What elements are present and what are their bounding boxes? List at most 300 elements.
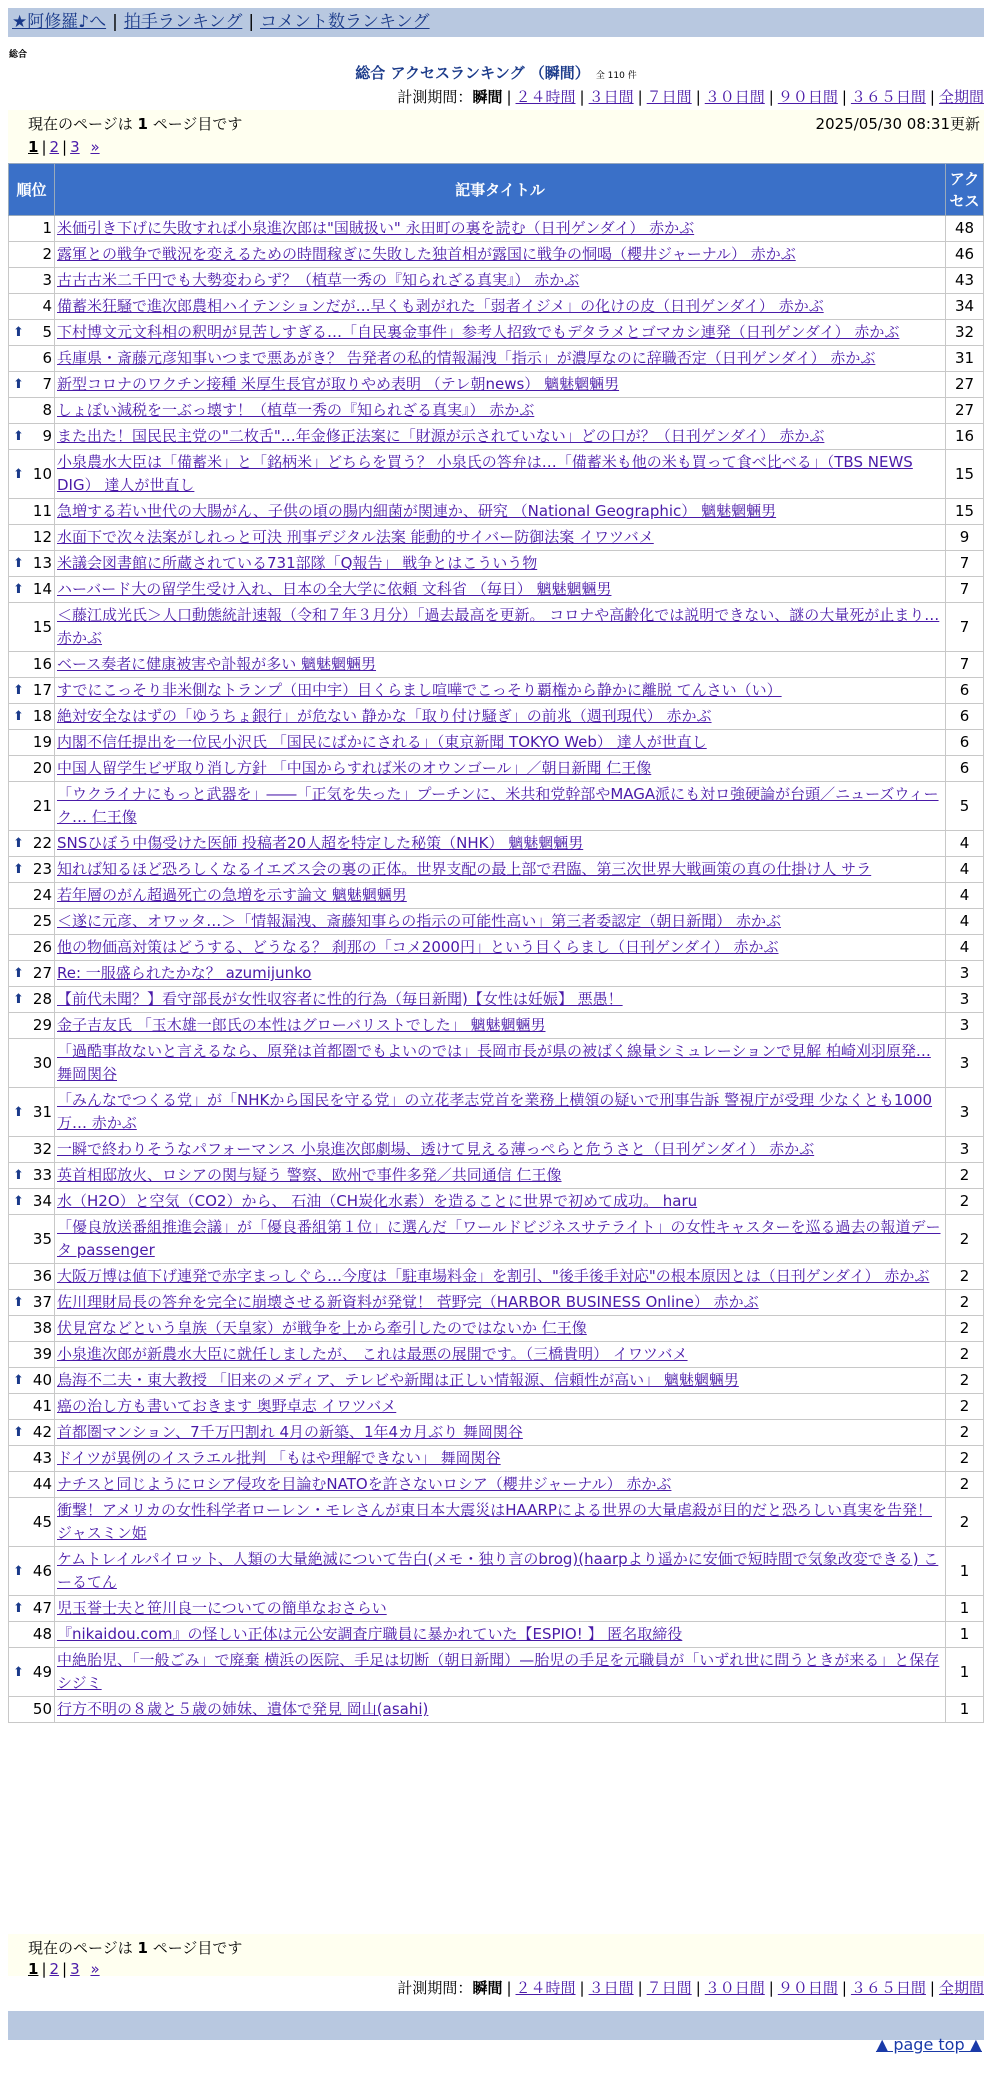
rank-number: 35 [32,1229,52,1248]
period-365d-link-bottom[interactable]: ３６５日間 [850,1979,926,1997]
title-cell [55,1342,946,1368]
table-row [9,909,984,935]
rank-number: 40 [32,1371,52,1389]
access-count: 4 [946,883,984,909]
rank-cell [9,1547,55,1596]
access-count: 3 [946,987,984,1013]
access-count: 7 [946,551,984,577]
rank-cell [9,704,55,730]
access-count: 2 [946,1290,984,1316]
rank-cell [9,294,55,320]
article-link[interactable]: 「みんなでつくる党」が「NHKから国民を守る党」の立花孝志党首を業務上横領の疑いで刑事告訴 警視庁が受理 少なくとも1000万… 赤かぶ [57,1091,933,1132]
page-links-bottom: 1 | 2 | 3 » [28,1960,100,1978]
table-row [9,346,984,372]
table-row [9,1472,984,1498]
rank-number: 47 [32,1599,52,1617]
article-link[interactable]: 備蓄米狂騒で進次郎農相ハイテンションだが…早くも剥がれた「弱者イジメ」の化けの皮（日刊ゲンダイ） 赤かぶ [57,297,824,315]
period-all-link-bottom[interactable]: 全期間 [938,1979,984,1997]
access-column-header: アクセス [946,164,984,216]
period-90d-link[interactable]: ９０日間 [777,88,838,106]
table-row [9,1420,984,1446]
article-link[interactable]: 米議会図書館に所蔵されている731部隊「Q報告」 戦争とはこういう物 [57,554,538,572]
article-link[interactable]: 癌の治し方も書いておきます 奥野卓志 イワツバメ [57,1397,397,1415]
article-link[interactable]: 【前代未聞？】看守部長が女性収容者に性的行為（毎日新聞)【女性は妊娠】 悪愚！ [57,990,623,1008]
rank-cell [9,1394,55,1420]
rank-number: 22 [32,834,52,852]
title-cell [55,987,946,1013]
table-row [9,1290,984,1316]
rank-cell [9,1013,55,1039]
access-count: 9 [946,525,984,551]
title-cell [55,883,946,909]
article-link[interactable]: 露軍との戦争で戦況を変えるための時間稼ぎに失敗した独首相が露国に戦争の恫喝（櫻井ジャーナル） 赤かぶ [57,245,796,263]
page-3-link-bottom[interactable]: 3 [70,1960,80,1978]
rank-number: 32 [32,1140,52,1158]
title-cell [55,1039,946,1088]
rank-up-arrow-icon: ⬆ [13,1664,24,1680]
pager-bottom [8,1934,984,1976]
title-cell [55,577,946,603]
title-cell [55,704,946,730]
period-30d-link-bottom[interactable]: ３０日間 [704,1979,765,1997]
rank-cell [9,1290,55,1316]
article-link[interactable]: 児玉誉士夫と笹川良一についての簡単なおさらい [57,1599,387,1617]
article-link[interactable]: 「優良放送番組推進会議」が「優良番組第１位」に選んだ「ワールドビジネスサテライト」の女性キャスターを巡る過去の報道データ passenger [57,1218,941,1259]
title-cell [55,424,946,450]
access-count: 3 [946,1137,984,1163]
applause-ranking-link[interactable]: 拍手ランキング [123,12,243,32]
table-row [9,883,984,909]
rank-number: 3 [42,271,52,289]
article-link[interactable]: 伏見宮などという皇族（天皇家）が戦争を上から牽引したのではないか 仁王像 [57,1319,587,1337]
rank-up-arrow-icon: ⬆ [13,1425,24,1440]
rank-number: 14 [32,580,52,598]
article-link[interactable]: 英首相邸放火、ロシアの関与疑う 警察、欧州で事件多発／共同通信 仁王像 [57,1166,562,1184]
page-links: 1 | 2 | 3 » [28,138,100,156]
rank-up-arrow-icon: ⬆ [13,683,24,698]
rank-cell [9,499,55,525]
next-page-link[interactable]: » [90,138,100,156]
rank-number: 48 [32,1625,52,1643]
access-count: 7 [946,652,984,678]
title-cell [55,961,946,987]
title-cell [55,1420,946,1446]
period-30d-link[interactable]: ３０日間 [704,88,765,106]
period-24h-link[interactable]: ２４時間 [515,88,576,106]
rank-number: 18 [32,707,52,725]
article-link[interactable]: 新型コロナのワクチン接種 米厚生長官が取りやめ表明 （テレ朝news） 魑魅魍魎男 [57,375,620,393]
table-row [9,1163,984,1189]
pager-top [8,110,984,162]
article-link[interactable]: 一瞬で終わりそうなパフォーマンス 小泉進次郎劇場、透けて見える薄っぺらと危うさと（日刊ゲンダイ） 赤かぶ [57,1140,815,1158]
period-3d-link[interactable]: ３日間 [588,88,634,106]
rank-up-arrow-icon: ⬆ [13,1194,24,1209]
rank-number: 10 [32,464,52,483]
comment-ranking-link[interactable]: コメント数ランキング [260,12,430,32]
access-count: 2 [946,1189,984,1215]
rank-number: 50 [32,1700,52,1718]
rank-cell [9,268,55,294]
period-all-link[interactable]: 全期間 [938,88,984,106]
rank-cell [9,1342,55,1368]
ranking-table [8,163,984,1723]
table-row [9,1013,984,1039]
access-count: 2 [946,1446,984,1472]
access-count: 5 [946,782,984,831]
table-row [9,1394,984,1420]
article-link[interactable]: 佐川理財局長の答弁を完全に崩壊させる新資料が発覚！ 菅野完（HARBOR BUSINESS Online） 赤かぶ [57,1293,759,1311]
table-row [9,1189,984,1215]
access-count: 2 [946,1215,984,1264]
table-header-row [9,164,984,216]
access-count: 31 [946,346,984,372]
article-link[interactable]: 「過酷事故ないと言えるなら、原発は首都圏でもよいのでは」長岡市長が県の被ばく線量シミュレーションで見解 柏崎刈羽原発… 舞岡関谷 [57,1042,931,1083]
title-cell [55,1215,946,1264]
next-page-link-bottom[interactable]: » [90,1960,100,1978]
table-row [9,1547,984,1596]
article-link[interactable]: ＜遂に元彦、オワッタ…＞「情報漏洩、斎藤知事らの指示の可能性高い」第三者委認定（朝日新聞） 赤かぶ [57,912,782,930]
rank-number: 29 [32,1016,52,1034]
rank-number: 8 [42,401,52,419]
table-row [9,603,984,652]
title-cell [55,782,946,831]
title-cell [55,678,946,704]
article-link[interactable]: 中絶胎児、「一般ごみ」で廃棄 横浜の医院、手足は切断（朝日新聞）—胎児の手足を元職員が「いずれ世に問うときが来る」と保存 シジミ [57,1651,940,1692]
rank-cell [9,1498,55,1547]
rank-up-arrow-icon: ⬆ [13,429,24,444]
article-link[interactable]: 知れば知るほど恐ろしくなるイエズス会の裏の正体。世界支配の最上部で君臨、第三次世界大戦画策の真の仕掛け人 サラ [57,860,872,878]
title-cell [55,1697,946,1723]
rank-cell [9,346,55,372]
article-link[interactable]: 下村博文元文科相の釈明が見苦しすぎる…「自民裏金事件」参考人招致でもデタラメとゴマカシ連発（日刊ゲンダイ） 赤かぶ [57,323,900,341]
table-row [9,1648,984,1697]
access-count: 3 [946,1039,984,1088]
table-row [9,216,984,242]
article-link[interactable]: ベース奏者に健康被害や訃報が多い 魑魅魍魎男 [57,655,377,673]
rank-cell [9,1039,55,1088]
article-link[interactable]: また出た！国民民主党の"二枚舌"…年金修正法案に「財源が示されていない」どの口が？（日刊ゲンダイ） 赤かぶ [57,427,825,445]
period-current: 瞬間 [472,88,503,106]
home-link[interactable]: ★阿修羅♪へ [12,12,107,32]
rank-number: 36 [32,1267,52,1285]
access-count: 3 [946,1088,984,1137]
access-count: 4 [946,857,984,883]
title-cell [55,1088,946,1137]
title-cell [55,1137,946,1163]
page-1-current: 1 [28,138,39,156]
article-link[interactable]: 行方不明の８歳と５歳の姉妹、遺体で発見 岡山(asahi) [57,1700,429,1718]
article-link[interactable]: Re: 一服盛られたかな？ azumijunko [57,964,312,982]
rank-number: 16 [32,655,52,673]
article-link[interactable]: 水面下で次々法案がしれっと可決 刑事デジタル法案 能動的サイバー防御法案 イワツバメ [57,528,654,546]
access-count: 2 [946,1342,984,1368]
access-count: 2 [946,1163,984,1189]
rank-cell [9,782,55,831]
rank-number: 1 [42,219,52,237]
table-row [9,1622,984,1648]
article-link[interactable]: 水（H2O）と空気（CO2）から、 石油（CH炭化水素）を造ることに世界で初めて成功。 haru [57,1192,698,1210]
rank-cell [9,1163,55,1189]
title-cell [55,1446,946,1472]
rank-cell [9,1420,55,1446]
table-row [9,1697,984,1723]
title-cell [55,1622,946,1648]
rank-cell [9,1316,55,1342]
title-cell [55,1547,946,1596]
rank-number: 43 [32,1449,52,1467]
rank-cell [9,1215,55,1264]
rank-number: 33 [32,1166,52,1184]
rank-up-arrow-icon: ⬆ [13,556,24,571]
table-row [9,730,984,756]
table-row [9,935,984,961]
article-link[interactable]: 小泉進次郎が新農水大臣に就任しましたが、 これは最悪の展開です。（三橋貴明） イワツバメ [57,1345,688,1363]
period-3d-link-bottom[interactable]: ３日間 [588,1979,634,1997]
title-cell [55,756,946,782]
article-link[interactable]: SNSひぼう中傷受けた医師 投稿者20人超を特定した秘策（NHK） 魑魅魍魎男 [57,834,584,852]
access-count: 27 [946,372,984,398]
rank-number: 42 [32,1423,52,1441]
rank-number: 5 [42,323,52,341]
rank-number: 34 [32,1192,52,1210]
title-column-header: 記事タイトル [55,164,946,216]
period-90d-link-bottom[interactable]: ９０日間 [777,1979,838,1997]
rank-number: 2 [42,245,52,263]
access-count: 2 [946,1368,984,1394]
title-cell [55,1394,946,1420]
rank-number: 11 [32,502,52,520]
access-count: 4 [946,831,984,857]
title-cell [55,372,946,398]
title-cell [55,1472,946,1498]
page-top-link[interactable]: ▲ page top ▲ [875,2035,982,2054]
page-2-link-bottom[interactable]: 2 [49,1960,60,1978]
article-link[interactable]: 大阪万博は値下げ連発で赤字まっしぐら…今度は「駐車場料金」を割引、"後手後手対応"の根本原因とは（日刊ゲンダイ） 赤かぶ [57,1267,930,1285]
period-7d-link[interactable]: ７日間 [646,88,692,106]
access-count: 7 [946,603,984,652]
access-count: 3 [946,961,984,987]
pager-status-bottom: 現在のページは 1 ページ目です [28,1939,243,1957]
title-cell [55,551,946,577]
access-count: 2 [946,1264,984,1290]
table-row [9,704,984,730]
rank-cell [9,652,55,678]
access-count: 1 [946,1648,984,1697]
table-row [9,1039,984,1088]
rank-number: 25 [32,912,52,930]
rank-cell [9,551,55,577]
rank-cell [9,1446,55,1472]
article-link[interactable]: ＜藤江成光氏＞人口動態統計速報（令和７年３月分）「過去最高を更新。 コロナや高齢化では説明できない、謎の大量死が止まり… 赤かぶ [57,606,940,647]
table-row [9,450,984,499]
article-link[interactable]: 中国人留学生ビザ取り消し方針 「中国からすれば米のオウンゴール」／朝日新聞 仁王像 [57,759,652,777]
update-timestamp: 2025/05/30 08:31更新 [815,115,980,133]
rank-cell [9,216,55,242]
article-link[interactable]: 他の物価高対策はどうする、どうなる？ 刹那の「コメ2000円」という目くらまし（日刊ゲンダイ） 赤かぶ [57,938,779,956]
table-row [9,424,984,450]
title-cell [55,1264,946,1290]
rank-up-arrow-icon: ⬆ [13,966,24,981]
access-count: 2 [946,1394,984,1420]
rank-number: 12 [32,528,52,546]
rank-number: 44 [32,1475,52,1493]
rank-cell [9,525,55,551]
table-row [9,242,984,268]
rank-cell [9,1622,55,1648]
rank-number: 23 [32,860,52,878]
rank-cell [9,987,55,1013]
rank-number: 9 [42,427,52,445]
article-link[interactable]: 金子吉友氏 「玉木雄一郎氏の本性はグローバリストでした」 魑魅魍魎男 [57,1016,546,1034]
access-count: 27 [946,398,984,424]
page-2-link[interactable]: 2 [49,138,60,156]
rank-cell [9,756,55,782]
table-row [9,268,984,294]
access-count: 2 [946,1498,984,1547]
rank-up-arrow-icon: ⬆ [13,1601,24,1616]
rank-number: 19 [32,733,52,751]
table-row [9,1498,984,1547]
article-link[interactable]: 衝撃！アメリカの女性科学者ローレン・モレさんが東日本大震災はHAARPによる世界の大量虐殺が目的だと恐ろしい真実を告発！ ジャスミン姫 [57,1501,932,1542]
access-count: 6 [946,756,984,782]
rank-up-arrow-icon: ⬆ [13,836,24,851]
rank-column-header: 順位 [9,164,55,216]
rank-cell [9,909,55,935]
rank-cell [9,320,55,346]
article-link[interactable]: しょぼい減税を一ぶっ壊す！（植草一秀の『知られざる真実』） 赤かぶ [57,401,535,419]
access-count: 2 [946,1420,984,1446]
page-1-current-bottom: 1 [28,1960,39,1978]
title-cell [55,603,946,652]
article-link[interactable]: 首都圏マンション、7千万円割れ 4月の新築、1年4カ月ぶり 舞岡関谷 [57,1423,523,1441]
rank-number: 7 [42,375,52,393]
rank-number: 37 [32,1293,52,1311]
rank-cell [9,398,55,424]
table-row [9,756,984,782]
period-label: 計測期間： [397,88,473,106]
article-link[interactable]: 米価引き下げに失敗すれば小泉進次郎は"国賊扱い" 永田町の裏を読む（日刊ゲンダイ） 赤かぶ [57,219,695,237]
table-row [9,652,984,678]
title-cell [55,857,946,883]
table-row [9,678,984,704]
title-cell [55,268,946,294]
period-selector-top: 計測期間：瞬間 | ２４時間 | ３日間 | ７日間 | ３０日間 | ９０日間 | ３６５日間 | 全期間 [397,88,984,106]
article-link[interactable]: 絶対安全なはずの「ゆうちょ銀行」が危ない 静かな「取り付け騒ぎ」の前兆（週刊現代） 赤かぶ [57,707,712,725]
title-cell [55,652,946,678]
article-link[interactable]: ハーバード大の留学生受け入れ、日本の全大学に依頼 文科省 （毎日） 魑魅魍魎男 [57,580,612,598]
table-row [9,1137,984,1163]
article-link[interactable]: 若年層のがん超過死亡の急増を示す論文 魑魅魍魎男 [57,886,407,904]
table-row [9,1446,984,1472]
rank-cell [9,1088,55,1137]
rank-cell [9,961,55,987]
rank-cell [9,1596,55,1622]
period-24h-link-bottom[interactable]: ２４時間 [515,1979,576,1997]
article-link[interactable]: ケムトレイルパイロット、人類の大量絶滅について告白(メモ・独り言のbrog)(haarpより遥かに安価で短時間で気象改変できる) こーるてん [57,1550,939,1591]
rank-number: 30 [32,1053,52,1072]
table-row [9,782,984,831]
page-3-link[interactable]: 3 [70,138,80,156]
rank-up-arrow-icon: ⬆ [13,709,24,724]
table-row [9,987,984,1013]
rank-number: 26 [32,938,52,956]
article-link[interactable]: すでにこっそり非米側なトランプ（田中宇）目くらまし喧嘩でこっそり覇権から静かに離脱 てんさい（い） [57,681,782,699]
total-count: 全 110 件 [595,71,637,81]
table-row [9,1088,984,1137]
rank-number: 46 [32,1561,52,1580]
title-cell [55,242,946,268]
title-cell [55,1189,946,1215]
title-cell [55,1013,946,1039]
article-link[interactable]: 急増する若い世代の大腸がん、子供の頃の腸内細菌が関連か、研究 （National Geographic） 魑魅魍魎男 [57,502,777,520]
article-link[interactable]: 兵庫県・斎藤元彦知事いつまで悪あがき？ 告発者の私的情報漏洩「指示」が濃厚なのに辞職否定（日刊ゲンダイ） 赤かぶ [57,349,876,367]
table-row [9,525,984,551]
period-7d-link-bottom[interactable]: ７日間 [646,1979,692,1997]
article-link[interactable]: 「ウクライナにもっと武器を」――「正気を失った」プーチンに、米共和党幹部やMAGA派にも対ロ強硬論が台頭／ニューズウィーク… 仁王像 [57,785,939,826]
rank-cell [9,1472,55,1498]
table-row [9,577,984,603]
access-count: 6 [946,678,984,704]
access-count: 34 [946,294,984,320]
table-row [9,961,984,987]
rank-up-arrow-icon: ⬆ [13,582,24,597]
title-cell [55,398,946,424]
table-row [9,551,984,577]
period-selector-bottom: 計測期間：瞬間 | ２４時間 | ３日間 | ７日間 | ３０日間 | ９０日間 | ３６５日間 | 全期間 [397,1979,984,1997]
rank-number: 45 [32,1512,52,1531]
rank-up-arrow-icon: ⬆ [13,377,24,392]
rank-number: 27 [32,964,52,982]
access-count: 2 [946,1472,984,1498]
access-count: 48 [946,216,984,242]
rank-up-arrow-icon: ⬆ [13,862,24,877]
rank-cell [9,730,55,756]
rank-number: 20 [32,759,52,777]
rank-cell [9,603,55,652]
access-count: 1 [946,1547,984,1596]
article-link[interactable]: ドイツが異例のイスラエル批判 「もはや理解できない」 舞岡関谷 [57,1449,501,1467]
title-cell [55,525,946,551]
rank-number: 17 [32,681,52,699]
title-cell [55,730,946,756]
access-count: 46 [946,242,984,268]
period-365d-link[interactable]: ３６５日間 [850,88,926,106]
article-link[interactable]: 小泉農水大臣は「備蓄米」と「銘柄米」どちらを買う？ 小泉氏の答弁は…「備蓄米も他の米も買って食べ比べる」（TBS NEWS DIG） 達人が世直し [57,453,913,494]
article-link[interactable]: 『nikaidou.com』の怪しい正体は元公安調査庁職員に暴かれていた【ESPIO! 】 匿名取締役 [57,1625,683,1643]
access-count: 7 [946,577,984,603]
title-cell [55,1316,946,1342]
article-link[interactable]: ナチスと同じようにロシア侵攻を目論むNATOを許さないロシア（櫻井ジャーナル） 赤かぶ [57,1475,672,1493]
access-count: 6 [946,704,984,730]
ranking-rows [9,216,984,1723]
rank-cell [9,1264,55,1290]
title-cell [55,1368,946,1394]
table-row [9,294,984,320]
rank-cell [9,1697,55,1723]
title-cell [55,450,946,499]
title-cell [55,831,946,857]
pager-status: 現在のページは 1 ページ目です [28,115,243,133]
rank-cell [9,1137,55,1163]
title-cell [55,346,946,372]
article-link[interactable]: 鳥海不二夫・東大教授 「旧来のメディア、テレビや新聞は正しい情報源、信頼性が高い」 魑魅魍魎男 [57,1371,739,1389]
category-tag: 総合 [9,50,28,60]
rank-number: 49 [32,1662,52,1681]
rank-number: 38 [32,1319,52,1337]
access-count: 3 [946,1013,984,1039]
article-link[interactable]: 古古古米二千円でも大勢変わらず？（植草一秀の『知られざる真実』） 赤かぶ [57,271,580,289]
article-link[interactable]: 内閣不信任提出を一位民小沢氏 「国民にばかにされる」（東京新聞 TOKYO Web） 達人が世直し [57,733,707,751]
